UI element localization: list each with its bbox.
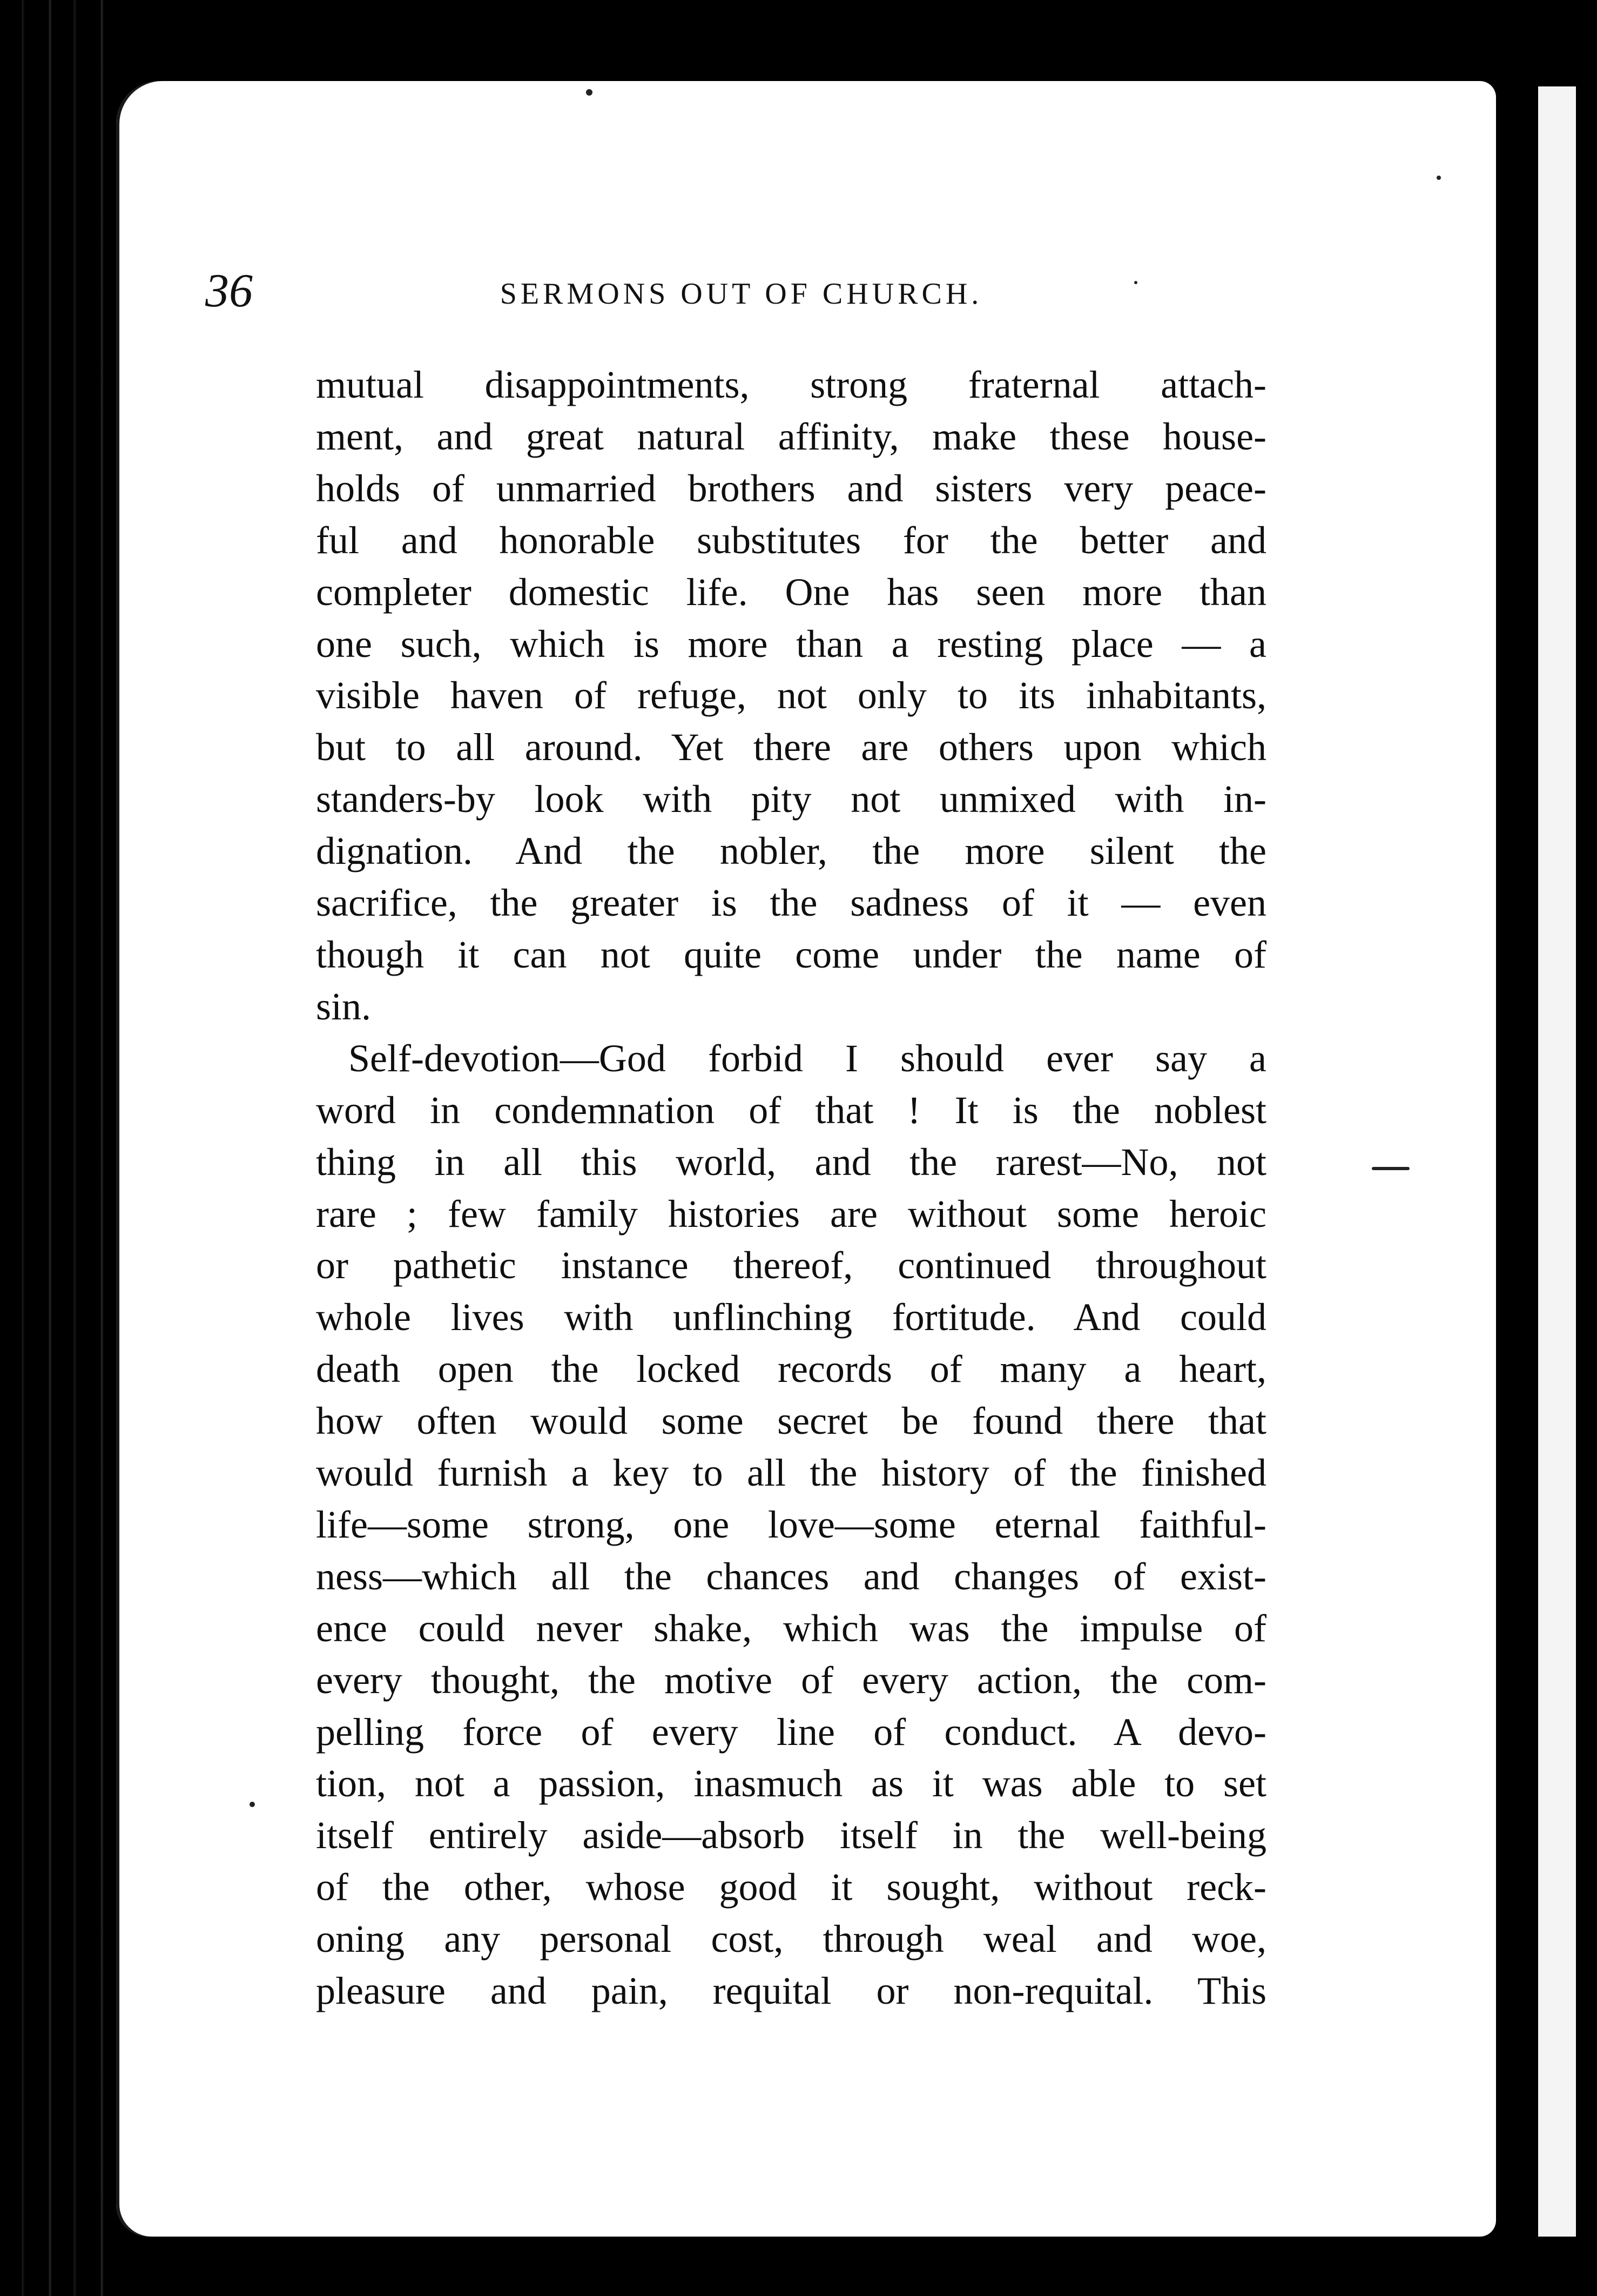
text-line: or pathetic instance thereof, continued throughout	[316, 1244, 1266, 1287]
text-line: one such, which is more than a resting place — a	[316, 622, 1266, 666]
text-line: though it can not quite come under the name of	[316, 932, 1266, 976]
text-line: standers-by look with pity not unmixed with in-	[316, 777, 1266, 821]
book-spine-edge	[0, 0, 116, 2296]
text-line: holds of unmarried brothers and sisters very peace-	[316, 466, 1266, 510]
text-line: mutual disappointments, strong fraternal attach-	[316, 363, 1266, 406]
text-line: ment, and great natural affinity, make these house-	[316, 414, 1266, 458]
text-line: itself entirely aside—absorb itself in the well-being	[316, 1814, 1266, 1857]
scan-speck	[1437, 176, 1441, 180]
scan-speck	[586, 89, 592, 96]
text-line: ness—which all the chances and changes of exist-	[316, 1554, 1266, 1598]
text-line: Self-devotion—God forbid I should ever say a	[348, 1036, 1266, 1080]
text-line: sin.	[316, 984, 372, 1028]
text-line: thing in all this world, and the rarest—No, not	[316, 1140, 1266, 1184]
text-line: pleasure and pain, requital or non-requital. This	[316, 1969, 1266, 2013]
text-line: word in condemnation of that ! It is the noblest	[316, 1088, 1266, 1132]
paragraph-1	[316, 359, 1266, 1033]
text-line: ence could never shake, which was the impulse of	[316, 1606, 1266, 1650]
running-head: SERMONS OUT OF CHURCH.	[500, 277, 983, 311]
text-line: visible haven of refuge, not only to its inhabitants,	[316, 674, 1266, 717]
text-line: ful and honorable substitutes for the better and	[316, 518, 1266, 562]
text-line: completer domestic life. One has seen more than	[316, 570, 1266, 614]
page-number: 36	[205, 265, 253, 317]
text-line: would furnish a key to all the history of the finished	[316, 1451, 1266, 1495]
page-header	[205, 264, 1256, 328]
adjacent-page-edge	[1538, 86, 1576, 2237]
text-line: whole lives with unflinching fortitude. And could	[316, 1295, 1266, 1339]
text-line: dignation. And the nobler, the more silent the	[316, 829, 1266, 873]
text-line: death open the locked records of many a heart,	[316, 1347, 1266, 1391]
scan-speck	[250, 1802, 255, 1807]
text-line: pelling force of every line of conduct. A devo-	[316, 1710, 1266, 1754]
text-line: but to all around. Yet there are others upon which	[316, 726, 1266, 769]
text-line: sacrifice, the greater is the sadness of it — even	[316, 881, 1266, 925]
text-line: rare ; few family histories are without some heroic	[316, 1192, 1266, 1236]
text-line: tion, not a passion, inasmuch as it was able to set	[316, 1762, 1266, 1805]
paragraph-2	[316, 1033, 1266, 2017]
scan-speck	[1372, 1167, 1410, 1170]
text-line: oning any personal cost, through weal and woe,	[316, 1917, 1266, 1961]
text-line: life—some strong, one love—some eternal faithful-	[316, 1502, 1266, 1546]
text-line: every thought, the motive of every action, the com-	[316, 1658, 1266, 1702]
text-line: of the other, whose good it sought, without reck-	[316, 1865, 1266, 1909]
body-text	[316, 359, 1266, 2017]
text-line: how often would some secret be found there that	[316, 1399, 1266, 1443]
